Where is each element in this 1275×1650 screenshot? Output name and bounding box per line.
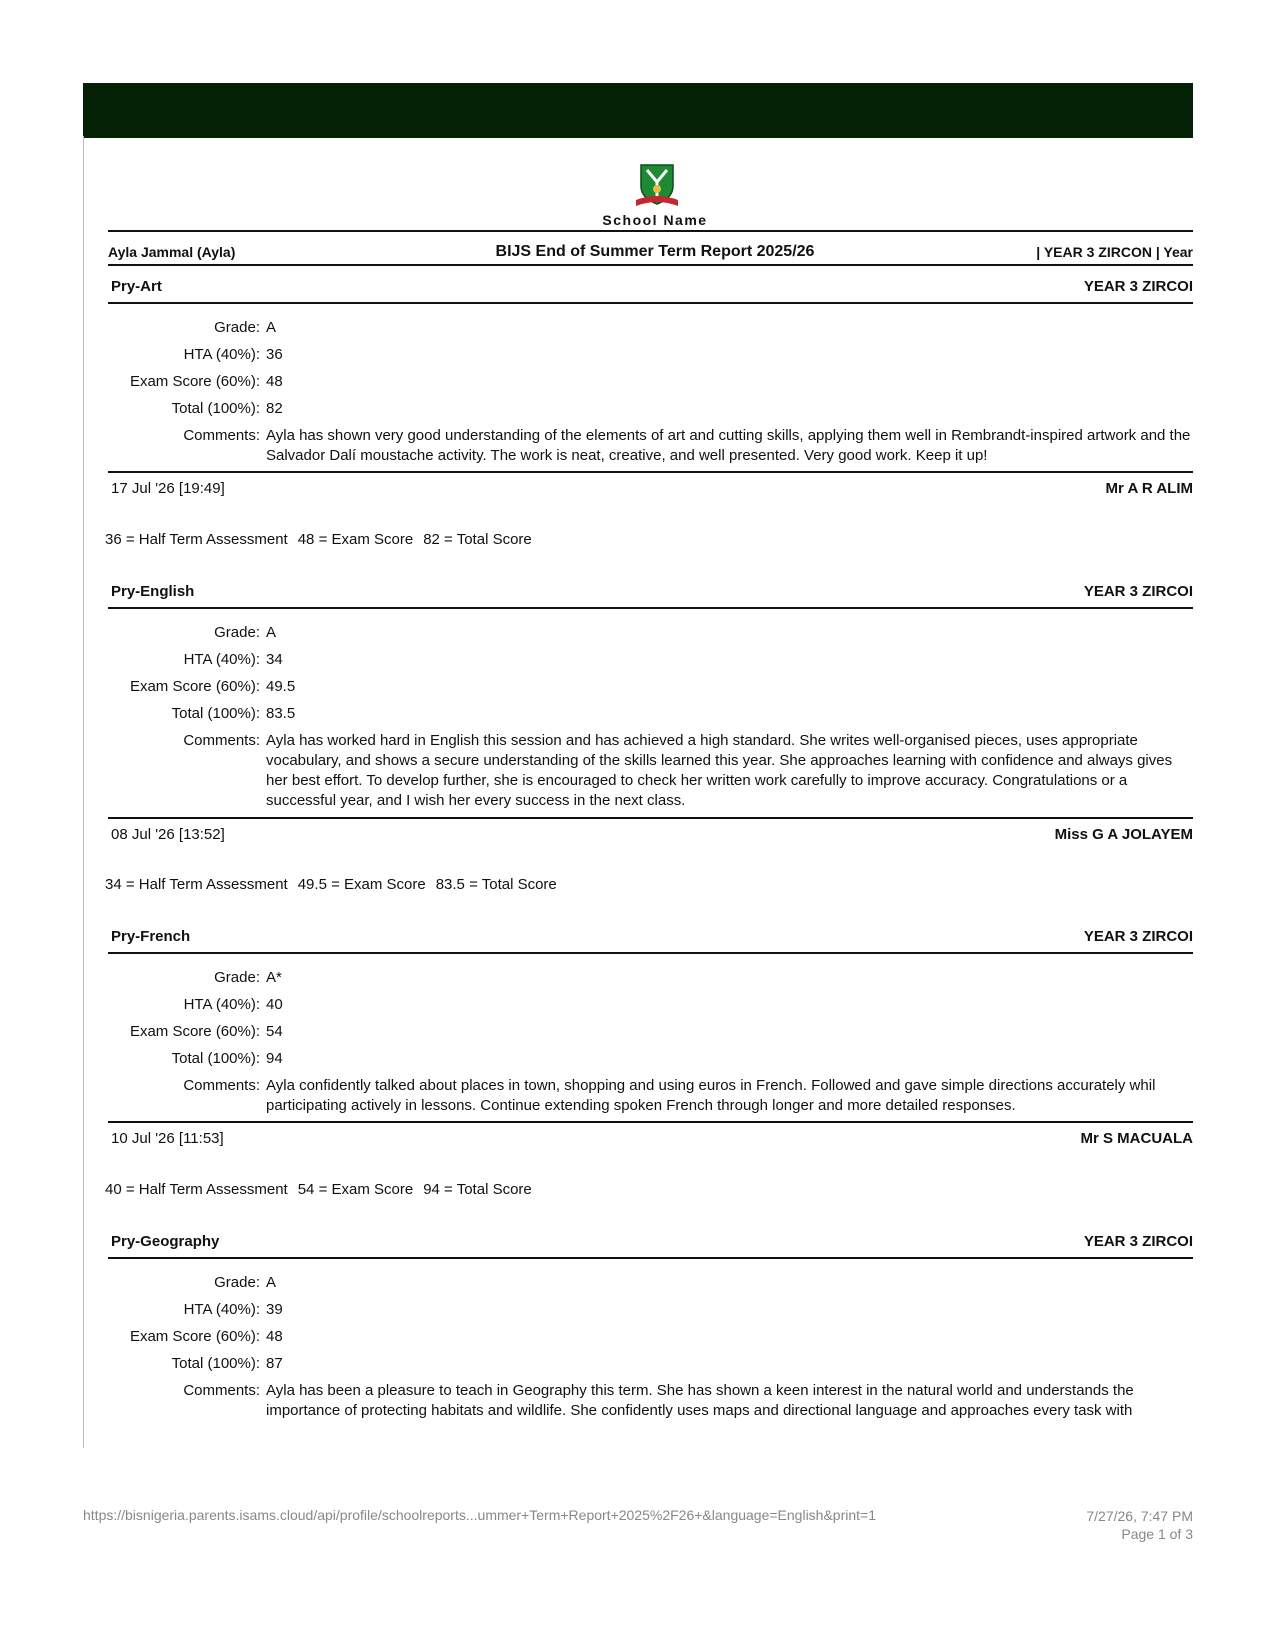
subject-name: Pry-Geography (111, 1233, 220, 1250)
grade-row: Grade: A (108, 623, 1193, 643)
student-name: Ayla Jammal (Ayla) (108, 244, 236, 260)
header-top-rule (108, 230, 1193, 232)
subject-header (108, 276, 1193, 304)
subject-name: Pry-French (111, 928, 191, 945)
comments-row: Comments: Ayla has shown very good understanding of the elements of art and cutting skills, applying them well in Rembrandt-inspired artwork and the Salvador Dalí moustache activity. The work is neat, creative, and well presented. Very good work. Keep it up! (108, 426, 1193, 466)
comments-row: Comments: Ayla confidently talked about places in town, shopping and using euros in French. Followed and gave simple directions accurately whil participating actively in lessons. Continue extending spoken French through longer and more detailed responses. (108, 1076, 1193, 1116)
grade-row: Grade: A (108, 1273, 1193, 1293)
print-datetime: 7/27/26, 7:47 PM (1086, 1508, 1193, 1524)
page-number: Page 1 of 3 (1121, 1526, 1193, 1542)
comments-row: Comments: Ayla has worked hard in English this session and has achieved a high standard. She writes well-organised pieces, uses appropriate vocabulary, and shows a secure understanding of the skills learned this year. She approaches learning with confidence and always gives her best effort. To develop further, she is encouraged to check her written work carefully to improve accuracy. Congratulations or a successful year, and I wish her every success in the next class. (108, 731, 1193, 811)
school-crest-icon (635, 162, 679, 208)
comments-row: Comments: Ayla has been a pleasure to teach in Geography this term. She has shown a keen interest in the natural world and understands the importance of protecting habitats and wildlife. She confidently uses maps and directional language and approaches every task with (108, 1381, 1193, 1421)
exam-value: 48 (266, 1328, 283, 1345)
comments-text: Ayla has shown very good understanding of the elements of art and cutting skills, applying them well in Rembrandt-inspired artwork and the Salvador Dalí moustache activity. The work is neat, creative, and well presented. Very good work. Keep it up! (266, 427, 1191, 464)
comments-text: Ayla has been a pleasure to teach in Geography this term. She has shown a keen interest in the natural world and understands the importance of protecting habitats and wildlife. She confidently uses maps and directional language and approaches every task with (266, 1382, 1134, 1419)
exam-row: Exam Score (60%): 48 (108, 372, 1193, 392)
grade-row: Grade: A* (108, 968, 1193, 988)
subject-art-footer (108, 471, 1193, 503)
total-value: 87 (266, 1355, 283, 1372)
hta-value: 34 (266, 651, 283, 668)
class-info: | YEAR 3 ZIRCON | Year (1036, 244, 1193, 260)
score-summary: 34 = Half Term Assessment 49.5 = Exam Score 83.5 = Total Score (105, 876, 557, 893)
report-title: BIJS End of Summer Term Report 2025/26 (495, 243, 815, 260)
total-row: Total (100%): 87 (108, 1354, 1193, 1374)
hta-row: HTA (40%): 39 (108, 1300, 1193, 1320)
subject-name: Pry-English (111, 583, 195, 600)
hta-value: 40 (266, 996, 283, 1013)
report-page (83, 0, 1193, 1448)
total-row: Total (100%): 83.5 (108, 704, 1193, 724)
subject-class: YEAR 3 ZIRCOI (1083, 1233, 1193, 1250)
header-bottom-rule (108, 264, 1193, 266)
hta-row: HTA (40%): 40 (108, 995, 1193, 1015)
subject-header (108, 581, 1193, 609)
top-banner (83, 83, 1193, 138)
score-summary: 36 = Half Term Assessment 48 = Exam Score 82 = Total Score (105, 531, 532, 548)
grade-value: A (266, 624, 277, 641)
score-summary: 40 = Half Term Assessment 54 = Exam Score 94 = Total Score (105, 1181, 532, 1198)
grade-row: Grade: A (108, 318, 1193, 338)
left-border (83, 136, 84, 1448)
report-date: 10 Jul '26 [11:53] (111, 1130, 224, 1147)
report-date: 17 Jul '26 [19:49] (111, 480, 225, 497)
subject-class: YEAR 3 ZIRCOI (1083, 928, 1193, 945)
score-table (108, 1259, 1193, 1421)
total-value: 94 (266, 1050, 283, 1067)
total-row: Total (100%): 94 (108, 1049, 1193, 1069)
exam-value: 54 (266, 1023, 283, 1040)
hta-value: 39 (266, 1301, 283, 1318)
total-value: 83.5 (266, 705, 296, 722)
subject-french (108, 926, 1193, 1123)
subject-class: YEAR 3 ZIRCOI (1083, 583, 1193, 600)
score-table (108, 609, 1193, 811)
total-value: 82 (266, 400, 283, 417)
hta-value: 36 (266, 346, 283, 363)
print-url: https://bisnigeria.parents.isams.cloud/api/profile/schoolreports...ummer+Term+Report+2025%2F26+&language=English&print=1 (83, 1507, 877, 1523)
grade-value: A (266, 1274, 277, 1291)
teacher-name: Miss G A JOLAYEM (1054, 826, 1193, 843)
score-table (108, 954, 1193, 1116)
grade-value: A* (266, 969, 282, 986)
score-table (108, 304, 1193, 466)
subject-header (108, 926, 1193, 954)
grade-value: A (266, 319, 277, 336)
subject-header (108, 1231, 1193, 1259)
comments-text: Ayla confidently talked about places in town, shopping and using euros in French. Followed and gave simple directions accurately whil participating actively in lessons. Continue extending spoken French through longer and more detailed responses. (266, 1077, 1156, 1114)
report-date: 08 Jul '26 [13:52] (111, 826, 225, 843)
hta-row: HTA (40%): 34 (108, 650, 1193, 670)
school-name: School Name (602, 212, 708, 228)
total-row: Total (100%): 82 (108, 399, 1193, 419)
subject-english-footer (108, 817, 1193, 849)
subject-art (108, 276, 1193, 473)
teacher-name: Mr S MACUALA (1080, 1130, 1193, 1147)
subject-french-footer (108, 1121, 1193, 1153)
exam-value: 49.5 (266, 678, 296, 695)
exam-row: Exam Score (60%): 49.5 (108, 677, 1193, 697)
subject-english (108, 581, 1193, 818)
subject-name: Pry-Art (111, 278, 162, 295)
exam-row: Exam Score (60%): 48 (108, 1327, 1193, 1347)
comments-text: Ayla has worked hard in English this session and has achieved a high standard. She writes well-organised pieces, uses appropriate vocabulary, and shows a secure understanding of the skills learned this year. She approaches learning with confidence and always gives her best effort. To develop further, she is encouraged to check her written work carefully to improve accuracy. Congratulations or a successful year, and I wish her every success in the next class. (266, 732, 1173, 809)
teacher-name: Mr A R ALIM (1105, 480, 1193, 497)
exam-row: Exam Score (60%): 54 (108, 1022, 1193, 1042)
hta-row: HTA (40%): 36 (108, 345, 1193, 365)
subject-class: YEAR 3 ZIRCOI (1083, 278, 1193, 295)
subject-geography (108, 1231, 1193, 1428)
print-timestamp (1086, 1507, 1193, 1543)
exam-value: 48 (266, 373, 283, 390)
